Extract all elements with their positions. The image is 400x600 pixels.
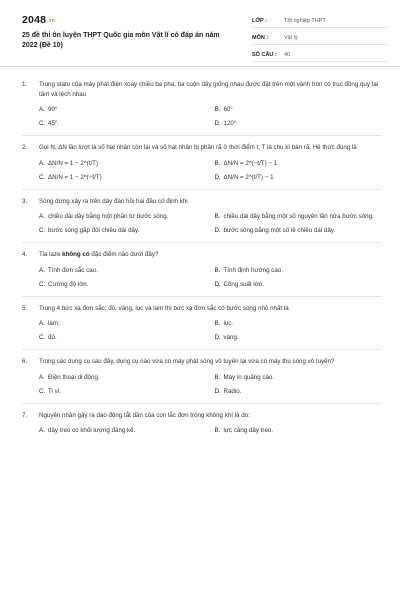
site-logo[interactable] [22,14,55,26]
option-formula: ΔN/N = 1 − 2^(t/T) [48,159,99,167]
document-meta [252,14,387,65]
option-text: bước sóng bằng một số lẻ chiều dài dây. [223,227,336,234]
option-letter: D. [214,280,221,288]
option-text: lam. [48,320,60,327]
logo-suffix: .vn [47,18,55,24]
option-d[interactable] [215,387,383,396]
option-formula: ΔN/N = 2^(−t/T) − 1 [223,159,278,167]
meta-row-class [252,14,387,28]
option-letter: A. [39,373,45,381]
meta-value: Tốt nghiệp THPT [284,17,326,24]
option-text: vàng. [223,334,239,341]
option-b[interactable] [215,212,383,221]
option-a[interactable] [39,105,207,114]
meta-value: 40 [284,51,291,58]
question-2 [22,143,382,190]
option-b[interactable] [215,373,383,382]
option-letter: B. [214,106,221,113]
option-letter: A. [39,266,45,274]
option-d[interactable] [215,119,383,128]
question-number: 5. [22,304,28,312]
option-a[interactable] [39,266,207,275]
option-letter: C. [39,387,46,395]
meta-key: LỚP : [252,17,267,24]
question-list [22,80,382,449]
option-c[interactable] [39,226,207,235]
option-c[interactable] [39,387,207,396]
meta-row-subject [252,31,387,45]
option-text: Tính đơn sắc cao. [48,266,98,274]
option-b[interactable] [215,266,383,275]
option-formula: ΔN/N = 2^(t/T) − 1 [223,173,274,181]
option-letter: A. [39,213,45,220]
option-letter: B. [214,320,221,327]
question-3 [22,197,382,244]
option-letter: C. [39,120,46,127]
option-text: Ti vi. [48,387,61,395]
option-letter: C. [39,227,46,234]
option-letter: C. [39,334,46,341]
meta-key: SỐ CÂU : [252,51,277,58]
question-number: 4. [22,251,28,258]
option-text: Tính định hướng cao. [223,266,283,274]
option-b[interactable] [215,319,383,328]
option-text: đỏ. [48,334,57,341]
meta-value: Vật lý [284,34,298,41]
meta-row-question-count [252,48,387,62]
question-number: 2. [22,144,28,151]
option-formula: ΔN/N = 1 − 2^(−t/T) [48,173,102,181]
question-4 [22,250,382,297]
option-d[interactable] [215,280,383,289]
option-b[interactable] [215,105,383,114]
option-letter: D. [214,173,221,181]
logo-text: 2048 [22,14,47,26]
question-number: 7. [22,411,28,419]
option-text: lực căng dây treo. [223,427,274,434]
option-letter: D. [214,227,221,234]
question-number: 1. [22,81,28,88]
option-a[interactable] [39,373,207,382]
option-letter: B. [214,373,221,381]
question-text: Gọi N, ΔN lần lượt là số hạt nhân còn lại và số hạt nhân bị phân rã ở thời điểm t; T là chu kì bán rã. Hệ thức đúng là [39,144,357,151]
option-c[interactable] [39,333,207,342]
option-letter: B. [214,427,221,434]
question-text: Trong các dụng cụ sau đây, dụng cụ nào vừa có máy phát sóng vô tuyến lại vừa có máy thu sóng vô tuyến? [39,358,335,365]
question-text: Trong 4 bức xạ đơn sắc: đỏ, vàng, lục và lam thì bức xạ đơn sắc có bước sóng nhỏ nhất là [39,304,289,312]
option-letter: C. [39,173,46,181]
option-letter: B. [214,266,221,274]
option-text: chiều dài dây bằng một phần tư bước sóng. [48,213,169,220]
option-letter: A. [39,106,45,113]
option-letter: A. [39,427,45,434]
option-text: 90° [48,106,58,113]
question-text-pre: Tia laze [39,251,63,258]
option-letter: D. [214,120,221,127]
option-letter: A. [39,159,45,167]
option-a[interactable] [39,212,207,221]
option-letter: B. [214,213,221,220]
option-text: Radio. [223,387,242,395]
option-d[interactable] [215,333,383,342]
option-a[interactable] [39,319,207,328]
meta-key: MÔN : [252,34,269,41]
question-1 [22,80,382,136]
question-text-post: đặc điểm nào dưới đây? [89,251,159,258]
question-text: Trong stato của máy phát điện xoay chiều ba pha, ba cuộn dây giống nhau được đặt trên một vành tròn có trục đồng quy tại tâm và lệch nhau [39,81,379,98]
question-number: 3. [22,197,28,205]
option-a[interactable] [39,426,207,435]
option-letter: A. [39,320,45,327]
option-text: bước sóng gấp đôi chiều dài dây. [48,227,140,234]
option-letter: C. [39,280,46,288]
option-d[interactable] [215,226,383,235]
option-d[interactable] [215,173,383,182]
question-6 [22,357,382,404]
option-text: dây treo có khối lượng đáng kể. [48,427,136,434]
question-number: 6. [22,358,28,365]
document-title: 25 đề thi ôn luyện THPT Quốc gia môn Vật lí có đáp án năm 2022 (Đề 10) [22,32,220,49]
option-text: chiều dài dây bằng một số nguyên lần nửa bước sóng. [223,213,374,220]
option-c[interactable] [39,173,207,182]
question-7 [22,411,382,443]
question-text: Sóng dừng xảy ra trên dây đàn hồi hai đầu cố định khi [39,197,188,205]
question-text: Nguyên nhân gây ra dao động tắt dần của con lắc đơn trong không khí là do: [39,411,250,419]
option-text: Cường độ lớn. [48,280,89,288]
option-text: Điện thoại di động. [48,373,100,381]
question-text [39,250,382,260]
option-c[interactable] [39,119,207,128]
question-text-emphasis: không có [62,251,90,258]
option-text: 120° [223,120,237,127]
option-letter: B. [214,159,221,167]
option-text: 60° [223,106,233,113]
option-text: 45°. [48,120,60,127]
option-b[interactable] [215,426,383,435]
option-b[interactable] [215,159,383,168]
option-text: Công suất lớn. [223,280,265,288]
option-a[interactable] [39,159,207,168]
option-letter: D. [214,334,221,341]
option-c[interactable] [39,280,207,289]
option-text: Máy in quảng cáo. [223,373,275,381]
option-letter: D. [214,387,221,395]
option-text: lục. [223,320,234,327]
question-5 [22,304,382,351]
document-header [0,0,400,67]
